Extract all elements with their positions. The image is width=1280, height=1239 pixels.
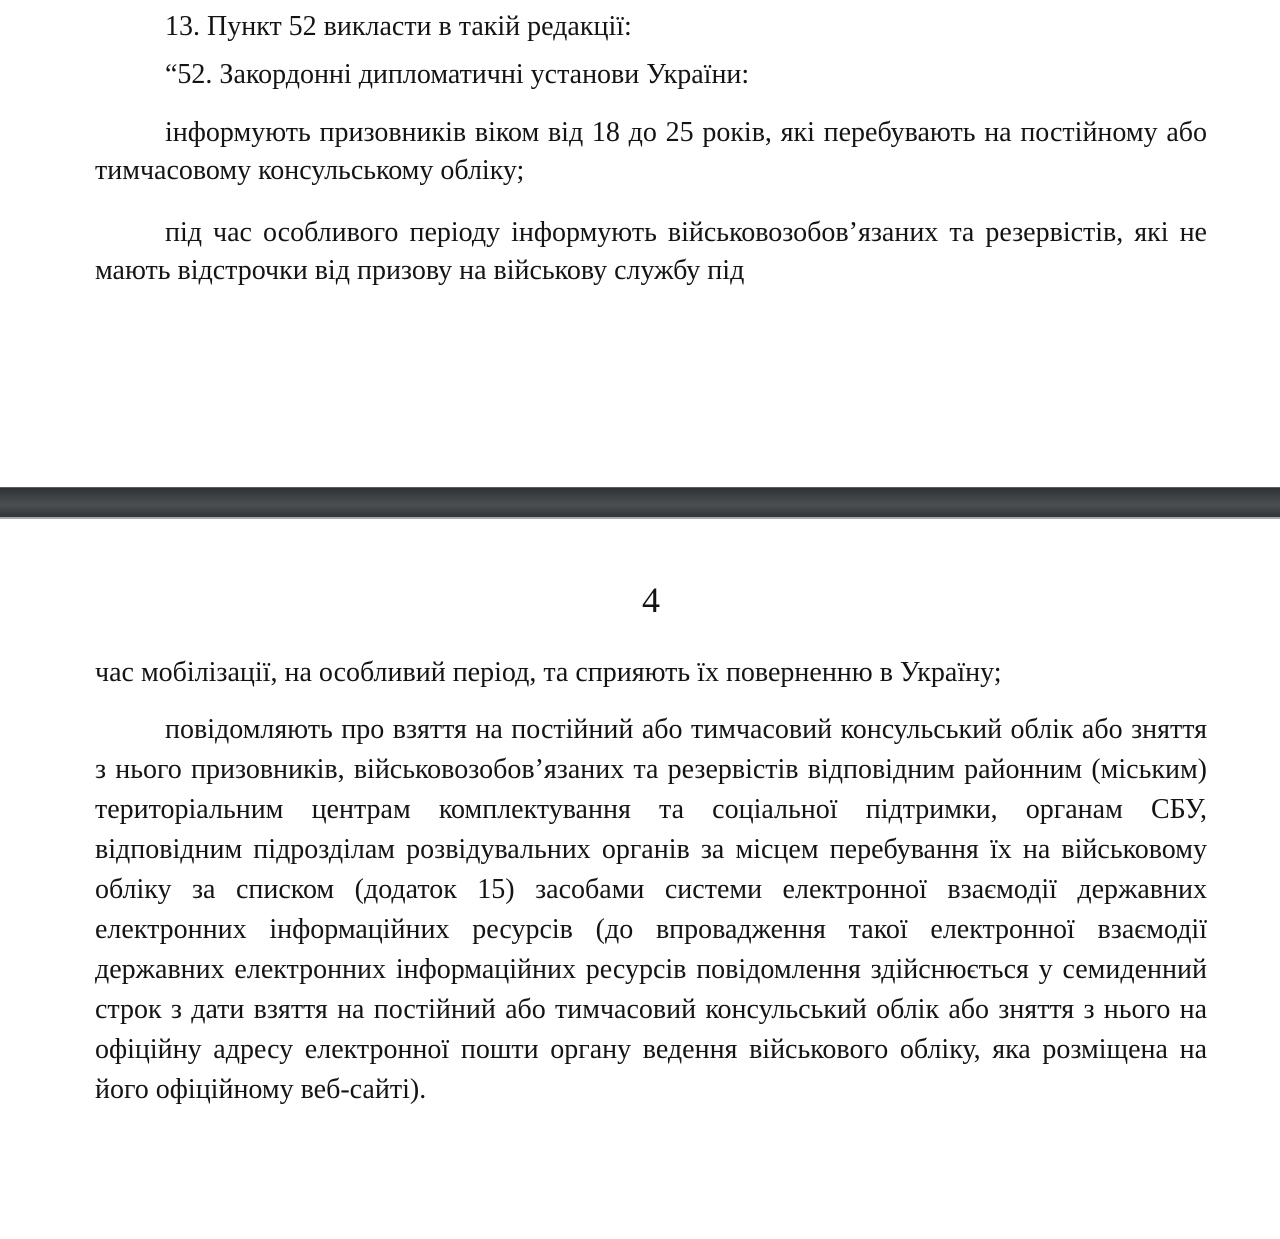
- paragraph-inform-conscripts: інформують призовників віком від 18 до 25 років, які перебувають на постійному або тимчасовому консульському обліку;: [95, 117, 1207, 186]
- page-number: 4: [642, 580, 660, 620]
- paragraph-item-13: 13. Пункт 52 викласти в такій редакції:: [165, 11, 632, 42]
- document-page-3: [0, 0, 1280, 487]
- page-gap-separator-bar: [0, 487, 1280, 519]
- paragraph-clause-52-heading: “52. Закордонні дипломатичні установи України:: [165, 59, 750, 90]
- document-page-4: [0, 580, 1280, 1110]
- paragraph-notify-registration: повідомляють про взяття на постійний або тимчасовий консульський облік або зняття з нього призовників, військовозобов’язаних та резервістів відповідним районним (міським) територіальним центрам комплектування та соціальної підтримки, органам СБУ, відповідним підрозділам розвідувальних органів за місцем перебування їх на військовому обліку за списком (додаток 15) засобами системи електронної взаємодії державних електронних інформаційних ресурсів (до впровадження такої електронної взаємодії державних електронних інформаційних ресурсів повідомлення здійснюється у семиденний строк з дати взяття на постійний або тимчасовий консульський облік або зняття з нього на офіційну адресу електронної пошти органу ведення військового обліку, яка розміщена на його офіційному веб-сайті).: [95, 714, 1207, 1105]
- paragraph-special-period: під час особливого періоду інформують військовозобов’язаних та резервістів, які не мають відстрочки від призову на військову службу під: [95, 217, 1207, 286]
- paragraph-mobilization-continuation: час мобілізації, на особливий період, та сприяють їх поверненню в Україну;: [95, 657, 1002, 688]
